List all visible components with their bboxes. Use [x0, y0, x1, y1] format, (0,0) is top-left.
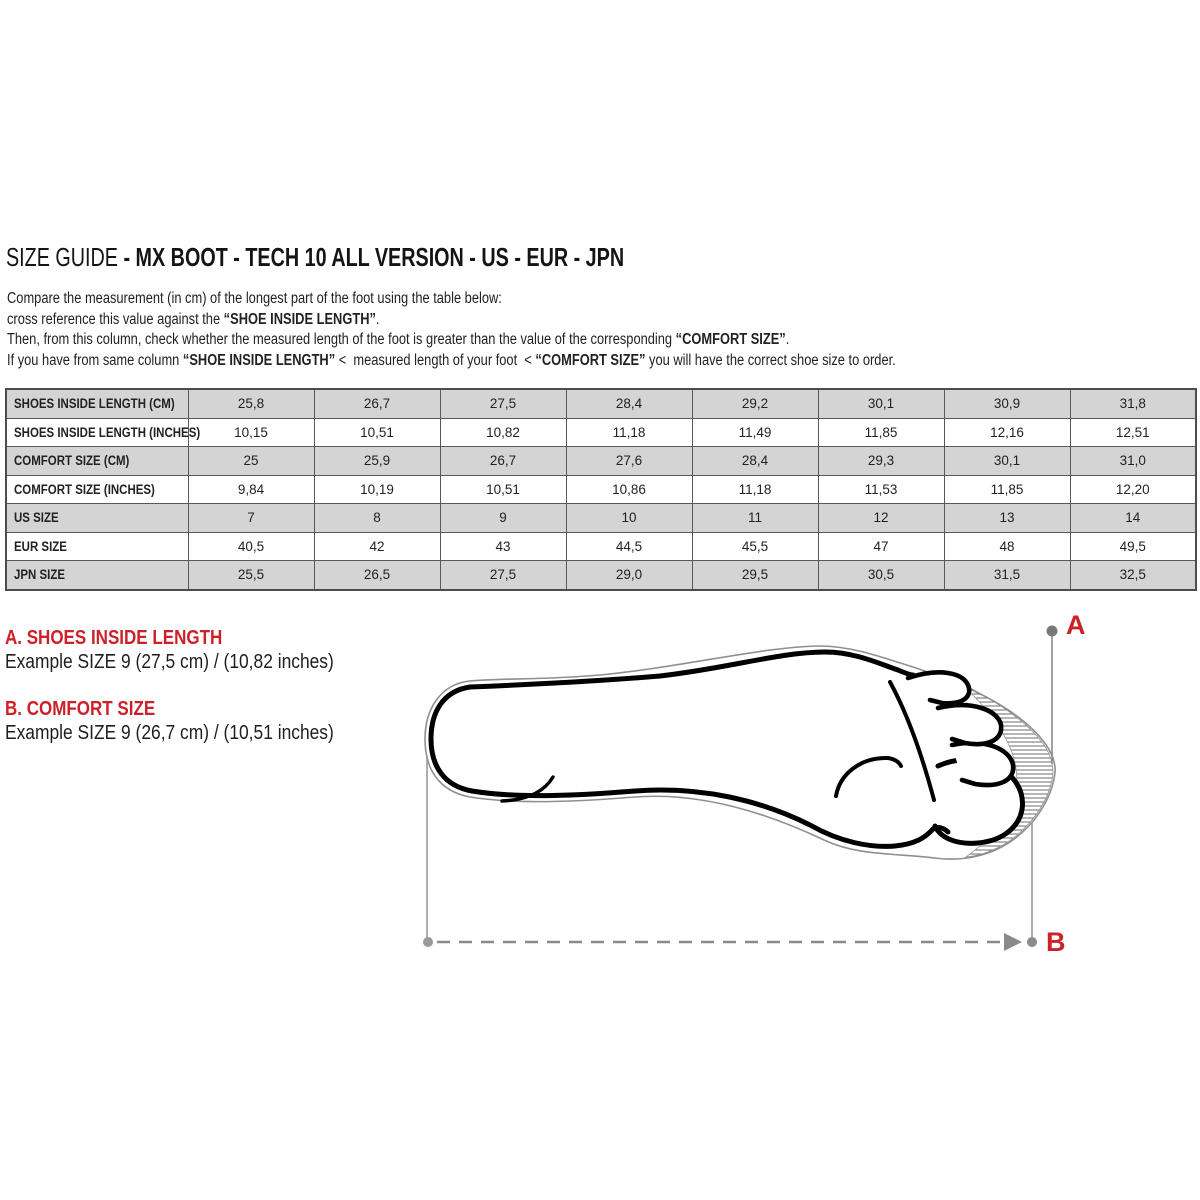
intro-line-2 [7, 310, 896, 331]
table-row [6, 447, 1196, 476]
row-label: JPN SIZE [14, 567, 66, 583]
row-label-cell [6, 475, 188, 504]
table-row [6, 389, 1196, 418]
row-label-cell [6, 447, 188, 476]
value-cell: 29,2 [692, 389, 818, 418]
value-cell: 27,5 [440, 389, 566, 418]
value-cell: 40,5 [188, 532, 314, 561]
intro-line-1 [7, 289, 896, 310]
table-row [6, 504, 1196, 533]
intro-text-segment: Then, from this column, check whether the measured length of the foot is greater than the value of the corresponding [7, 331, 676, 348]
note-b-example: Example SIZE 9 (26,7 cm) / (10,51 inches) [5, 722, 334, 744]
label-b: B [1046, 927, 1066, 957]
value-cell: 9,84 [188, 475, 314, 504]
intro-text-segment: Compare the measurement (in cm) of the longest part of the foot using the table below: [7, 290, 502, 307]
value-cell: 11,53 [818, 475, 944, 504]
row-label: SHOES INSIDE LENGTH (INCHES) [14, 424, 201, 440]
value-cell: 25,5 [188, 561, 314, 590]
value-cell: 31,8 [1070, 389, 1196, 418]
intro-text-segment: you will have the correct shoe size to order. [645, 351, 896, 369]
value-cell: 9 [440, 504, 566, 533]
value-cell: 28,4 [566, 389, 692, 418]
value-cell: 25 [188, 447, 314, 476]
page-title-prefix: SIZE GUIDE [6, 242, 124, 272]
value-cell: 29,3 [818, 447, 944, 476]
value-cell: 10,51 [440, 475, 566, 504]
value-cell: 8 [314, 504, 440, 533]
row-label-cell [6, 561, 188, 590]
intro-line-4 [7, 351, 896, 372]
value-cell: 10,82 [440, 418, 566, 447]
page-title-bold: - MX BOOT - TECH 10 ALL VERSION - US - EUR - JPN [123, 242, 625, 272]
value-cell: 26,7 [440, 447, 566, 476]
value-cell: 11,18 [692, 475, 818, 504]
value-cell: 26,5 [314, 561, 440, 590]
value-cell: 25,8 [188, 389, 314, 418]
value-cell: 11,49 [692, 418, 818, 447]
row-label-cell [6, 389, 188, 418]
value-cell: 10,51 [314, 418, 440, 447]
value-cell: 26,7 [314, 389, 440, 418]
value-cell: 32,5 [1070, 561, 1196, 590]
value-cell: 11,85 [818, 418, 944, 447]
arrowhead-icon [1004, 933, 1022, 951]
table-row [6, 418, 1196, 447]
value-cell: 10,15 [188, 418, 314, 447]
value-cell: 31,0 [1070, 447, 1196, 476]
size-table [5, 388, 1197, 591]
value-cell: 27,6 [566, 447, 692, 476]
intro-text-segment: < measured length of your foot < [335, 351, 536, 369]
row-label: EUR SIZE [14, 538, 67, 554]
foot-diagram [400, 600, 1100, 960]
row-label: COMFORT SIZE (CM) [14, 453, 130, 469]
value-cell: 28,4 [692, 447, 818, 476]
marker-dot-a [1047, 626, 1058, 637]
intro-text-segment: . [375, 310, 380, 328]
table-row [6, 561, 1196, 590]
value-cell: 48 [944, 532, 1070, 561]
value-cell: 25,9 [314, 447, 440, 476]
size-table-body [6, 389, 1196, 590]
value-cell: 30,9 [944, 389, 1070, 418]
intro-line-3 [7, 330, 896, 351]
row-label: COMFORT SIZE (INCHES) [14, 481, 155, 497]
value-cell: 49,5 [1070, 532, 1196, 561]
value-cell: 13 [944, 504, 1070, 533]
note-a-title: A. SHOES INSIDE LENGTH [5, 627, 223, 649]
value-cell: 14 [1070, 504, 1196, 533]
value-cell: 12,20 [1070, 475, 1196, 504]
intro-text-segment: If you have from same column [7, 351, 183, 369]
value-cell: 12,16 [944, 418, 1070, 447]
marker-dot-b [1027, 937, 1037, 947]
intro-bold-segment: “COMFORT SIZE” [675, 331, 786, 348]
value-cell: 42 [314, 532, 440, 561]
value-cell: 7 [188, 504, 314, 533]
value-cell: 30,5 [818, 561, 944, 590]
value-cell: 43 [440, 532, 566, 561]
value-cell: 47 [818, 532, 944, 561]
row-label: US SIZE [14, 510, 59, 526]
value-cell: 10,86 [566, 475, 692, 504]
toe-outline-3 [952, 743, 1013, 785]
intro-bold-segment: “COMFORT SIZE” [535, 351, 646, 369]
value-cell: 10,19 [314, 475, 440, 504]
label-a: A [1066, 610, 1086, 640]
value-cell: 12 [818, 504, 944, 533]
value-cell: 30,1 [818, 389, 944, 418]
value-cell: 11,18 [566, 418, 692, 447]
row-label-cell [6, 532, 188, 561]
intro-bold-segment: “SHOE INSIDE LENGTH” [182, 351, 336, 369]
value-cell: 45,5 [692, 532, 818, 561]
value-cell: 30,1 [944, 447, 1070, 476]
intro-bold-segment: “SHOE INSIDE LENGTH” [223, 310, 376, 328]
value-cell: 10 [566, 504, 692, 533]
value-cell: 29,0 [566, 561, 692, 590]
row-label-cell [6, 418, 201, 447]
value-cell: 29,5 [692, 561, 818, 590]
value-cell: 44,5 [566, 532, 692, 561]
value-cell: 11 [692, 504, 818, 533]
row-label: SHOES INSIDE LENGTH (CM) [14, 396, 175, 412]
marker-dot-heel [423, 937, 433, 947]
value-cell: 11,85 [944, 475, 1070, 504]
row-label-cell [6, 504, 188, 533]
intro-paragraph [7, 289, 1078, 371]
note-b-title: B. COMFORT SIZE [5, 698, 156, 720]
value-cell: 12,51 [1070, 418, 1196, 447]
table-row [6, 532, 1196, 561]
value-cell: 27,5 [440, 561, 566, 590]
intro-text-segment: cross reference this value against the [7, 310, 224, 328]
page-title [6, 242, 624, 272]
value-cell: 31,5 [944, 561, 1070, 590]
note-a-example: Example SIZE 9 (27,5 cm) / (10,82 inches) [5, 651, 334, 673]
table-row [6, 475, 1196, 504]
intro-text-segment: . [785, 331, 790, 348]
